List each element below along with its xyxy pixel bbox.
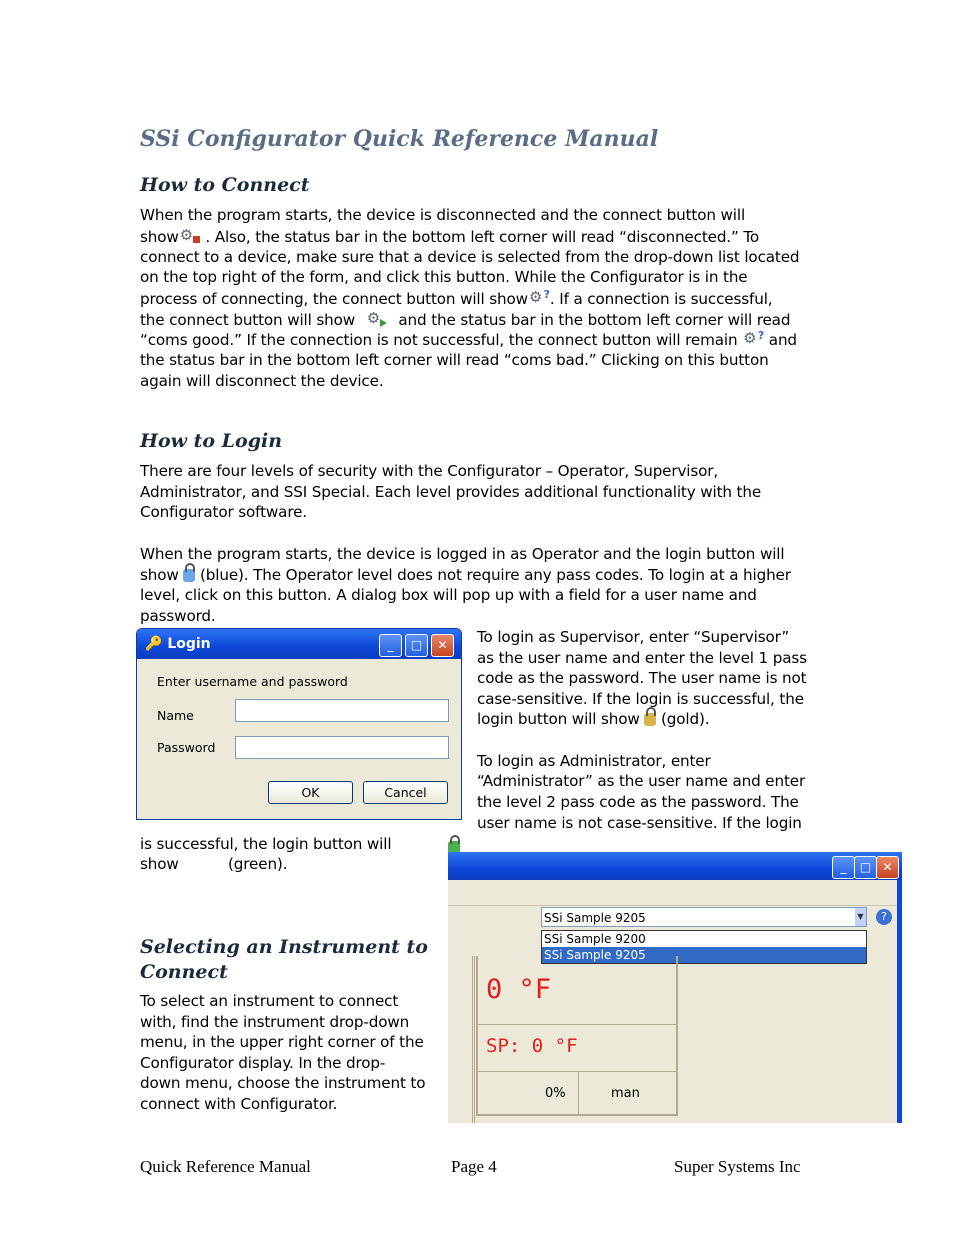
connect-text: . If a connection is successful, (549, 290, 773, 308)
connect-line-1: When the program starts, the device is disconnected and the connect button will (140, 206, 746, 224)
setpoint-value: SP: 0 °F (486, 1035, 578, 1057)
select-line-1: To select an instrument to connect (140, 992, 399, 1010)
login-right-line-1: To login as Supervisor, enter “Supervisor” (477, 628, 790, 646)
connect-text: process of connecting, the connect button will show (140, 290, 528, 308)
select-line-6: connect with Configurator. (140, 1095, 338, 1113)
cancel-button[interactable]: Cancel (363, 781, 448, 804)
login-text: (green). (228, 855, 288, 873)
login-dialog (136, 628, 462, 820)
manual-title: SSi Configurator Quick Reference Manual (140, 126, 659, 152)
connect-line-5 (140, 288, 772, 310)
instrument-select[interactable] (541, 907, 867, 927)
minimize-button[interactable]: _ (379, 634, 402, 657)
footer-page: Page 4 (451, 1157, 497, 1176)
login-right-line-7: “Administrator” as the user name and enter (477, 772, 806, 790)
maximize-button[interactable]: □ (854, 856, 877, 879)
minimize-button[interactable]: _ (832, 856, 855, 879)
login-text: login button will show (477, 710, 640, 728)
connect-line-4: on the top right of the form, and click this button. While the Configurator is in the (140, 268, 748, 286)
select-line-5: down menu, choose the instrument to (140, 1074, 426, 1092)
connect-text: and the status bar in the bottom left corner will read (398, 311, 791, 329)
connect-line-2 (140, 226, 759, 248)
chevron-down-icon[interactable]: ▼ (855, 908, 866, 926)
login-right-line-4: case-sensitive. If the login is successful, the (477, 690, 804, 708)
left-panel (448, 956, 475, 1123)
login-right-line-9: user name is not case-sensitive. If the login (477, 814, 802, 832)
password-input[interactable] (235, 736, 449, 759)
footer-left: Quick Reference Manual (140, 1157, 311, 1176)
connecting-icon: ⚙ ? (528, 288, 550, 306)
heading-select-2: Connect (140, 961, 228, 983)
login-p1-line-1: There are four levels of security with the Configurator – Operator, Supervisor, (140, 462, 719, 480)
login-right-line-5 (477, 709, 709, 730)
connect-line-9: again will disconnect the device. (140, 372, 384, 390)
select-line-3: menu, in the upper right corner of the (140, 1033, 424, 1051)
login-text: (blue). The Operator level does not require any pass codes. To login at a higher (200, 566, 791, 584)
heading-select-1: Selecting an Instrument to (140, 936, 428, 958)
login-p1-line-3: Configurator software. (140, 503, 307, 521)
heading-connect: How to Connect (140, 174, 310, 196)
login-right-line-3: code as the password. The user name is not (477, 669, 807, 687)
app-titlebar (448, 852, 902, 880)
login-after-line-2 (140, 854, 287, 875)
connect-line-7 (140, 329, 797, 351)
select-line-2: with, find the instrument drop-down (140, 1013, 410, 1031)
connect-text: “coms good.” If the connection is not successful, the connect button will remain (140, 331, 738, 349)
login-p2-line-3: level, click on this button. A dialog box will pop up with a field for a user name and (140, 586, 757, 604)
close-button[interactable]: ✕ (876, 856, 899, 879)
connect-line-8: the status bar in the bottom left corner will read “coms bad.” Clicking on this button (140, 351, 769, 369)
mode-value: man (611, 1086, 640, 1101)
password-label: Password (157, 740, 216, 755)
login-after-line-1: is successful, the login button will (140, 835, 392, 853)
app-toolbar (448, 880, 902, 906)
login-text: show (140, 855, 179, 873)
name-input[interactable] (235, 699, 449, 722)
lock-blue-icon (183, 569, 195, 582)
percent-output: 0% (545, 1086, 566, 1101)
footer-right: Super Systems Inc (674, 1157, 801, 1176)
dialog-title: Login (167, 636, 211, 652)
connect-line-3: connect to a device, make sure that a device is selected from the drop-down list located (140, 248, 800, 266)
configurator-screenshot (448, 852, 902, 1123)
login-text: show (140, 566, 179, 584)
connect-line-6 (140, 309, 790, 331)
login-right-line-2: as the user name and enter the level 1 pass (477, 649, 807, 667)
login-p2-line-2 (140, 565, 791, 586)
connected-icon: ⚙ (366, 309, 388, 329)
login-right-line-6: To login as Administrator, enter (477, 752, 711, 770)
login-p2-line-4: password. (140, 607, 216, 625)
dialog-prompt: Enter username and password (157, 674, 348, 689)
lock-gold-icon (644, 713, 656, 726)
instrument-option[interactable]: SSi Sample 9200 (544, 932, 646, 946)
login-p1-line-2: Administrator, and SSI Special. Each level provides additional functionality with the (140, 483, 762, 501)
close-button[interactable]: ✕ (431, 634, 454, 657)
connect-text: show (140, 228, 179, 246)
instrument-select-value: SSi Sample 9205 (544, 911, 646, 925)
temperature-value: 0 °F (486, 974, 552, 1005)
key-icon: 🔑 (145, 636, 163, 652)
heading-login: How to Login (140, 430, 283, 452)
connect-text: and (768, 331, 797, 349)
ok-button[interactable]: OK (268, 781, 353, 804)
connecting-icon: ⚙ ? (743, 329, 765, 347)
login-text: (gold). (660, 710, 710, 728)
instrument-option[interactable]: SSi Sample 9205 (542, 947, 866, 963)
login-right-line-8: the level 2 pass code as the password. The (477, 793, 799, 811)
name-label: Name (157, 708, 194, 723)
login-p2-line-1: When the program starts, the device is logged in as Operator and the login button will (140, 545, 785, 563)
connect-text: . Also, the status bar in the bottom left corner will read “disconnected.” To (205, 228, 760, 246)
disconnected-icon: ⚙ (179, 226, 201, 246)
select-line-4: Configurator display. In the drop- (140, 1054, 386, 1072)
help-icon[interactable]: ? (876, 909, 892, 925)
connect-text: the connect button will show (140, 311, 356, 329)
maximize-button[interactable]: □ (405, 634, 428, 657)
